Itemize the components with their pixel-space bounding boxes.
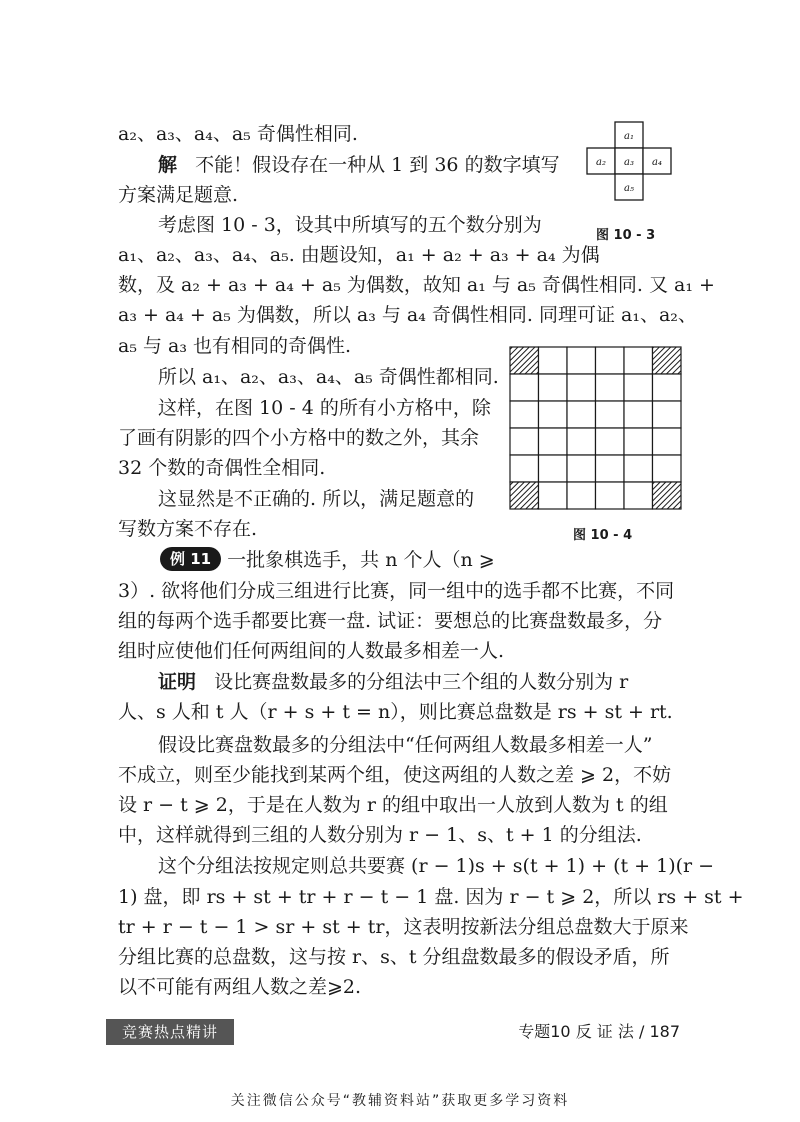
grid-cell [653,455,682,482]
text-line: a₂、a₃、a₄、a₅ 奇偶性相同. [118,123,358,145]
text-line: 不成立，则至少能找到某两个组，使这两组的人数之差 ⩾ 2，不妨 [118,764,672,786]
fig3-cell-label: a₁ [624,131,634,142]
grid-cell [567,455,596,482]
text-line: tr + r − t − 1 > sr + st + tr，这表明按新法分组总盘数大于原来 [118,916,689,938]
text-line: 3）. 欲将他们分成三组进行比赛，同一组中的选手都不比赛，不同 [118,580,675,602]
fig3-cell-label: a₃ [624,157,634,168]
text-line: a₅ 与 a₃ 也有相同的奇偶性. [118,335,352,357]
grid-cell [624,401,653,428]
text-line: 假设比赛盘数最多的分组法中“任何两组人数最多相差一人” [158,734,653,756]
text-line: 组时应使他们任何两组间的人数最多相差一人. [118,640,505,662]
bottom-watermark-note: 关注微信公众号“教辅资料站”获取更多学习资料 [230,1093,570,1109]
grid-cell [510,455,539,482]
grid-cell [510,428,539,455]
fig3-cell-label: a₄ [652,157,662,168]
grid-cell [624,428,653,455]
grid-cell [539,428,568,455]
grid-cell [539,347,568,374]
grid-cell [567,482,596,509]
text-line: 所以 a₁、a₂、a₃、a₄、a₅ 奇偶性都相同. [158,366,499,388]
grid-cell [567,347,596,374]
grid-cell [653,374,682,401]
text-line [158,150,560,180]
grid-cell [624,374,653,401]
grid-cell [653,401,682,428]
grid-cell [596,401,625,428]
text-line: 分组比赛的总盘数，这与按 r、s、t 分组盘数最多的假设矛盾，所 [118,946,670,968]
grid-cell [539,374,568,401]
figure-10-4-caption: 图 10 - 4 [573,528,633,543]
grid-cell [596,347,625,374]
grid-cell [596,374,625,401]
text-line: 设 r − t ⩾ 2，于是在人数为 r 的组中取出一人放到人数为 t 的组 [118,794,668,816]
grid-cell [510,401,539,428]
text-line: 这个分组法按规定则总共要赛 (r − 1)s + s(t + 1) + (t + 1)(r − [158,855,715,877]
text-line: 以不可能有两组人数之差⩾2. [118,976,362,998]
text-span: 设比赛盘数最多的分组法中三个组的人数分别为 r [214,671,629,693]
text-line: 组的每两个选手都要比赛一盘. 试证：要想总的比赛盘数最多，分 [118,610,663,632]
grid-cell [567,374,596,401]
text-line: 32 个数的奇偶性全相同. [118,457,326,479]
grid-cell [539,455,568,482]
grid-cell-shaded [510,347,539,374]
text-span: 不能！假设存在一种从 1 到 36 的数字填写 [195,154,560,176]
grid-cell [567,428,596,455]
text-line: 1) 盘，即 rs + st + tr + r − t − 1 盘. 因为 r − t ⩾ 2，所以 rs + st + [118,886,744,908]
text-line: 考虑图 10 - 3，设其中所填写的五个数分别为 [158,214,542,236]
text-line: 人、s 人和 t 人（r + s + t = n），则比赛总盘数是 rs + st + rt. [118,701,673,723]
grid-cell [624,455,653,482]
figure-10-4 [508,345,684,513]
example-badge: 例 11 [160,547,221,571]
text-line: a₃ + a₄ + a₅ 为偶数，所以 a₃ 与 a₄ 奇偶性相同. 同理可证 a₁、a₂、 [118,304,697,326]
text-line: 写数方案不存在. [118,518,258,540]
text-line: 这显然是不正确的. 所以，满足题意的 [158,488,475,510]
text-span: 一批象棋选手，共 n 个人（n ⩾ [227,549,495,571]
grid-cell [624,347,653,374]
footer-series-tag: 竞赛热点精讲 [106,1019,234,1045]
grid-cell-shaded [510,482,539,509]
grid-cell [624,482,653,509]
chapter-title: 专题10 反 证 法 / [518,1022,645,1041]
grid-cell [596,455,625,482]
fig3-cell-label: a₂ [596,157,606,168]
figure-10-3-caption: 图 10 - 3 [596,228,656,243]
text-line [160,545,495,575]
grid-cell-shaded [653,347,682,374]
page-number: 187 [649,1022,680,1041]
grid-cell [539,401,568,428]
text-line: 了画有阴影的四个小方格中的数之外，其余 [118,427,480,449]
grid-cell [567,401,596,428]
grid-cell [653,428,682,455]
grid-cell [596,428,625,455]
grid-cell [510,374,539,401]
fig3-cell-label: a₅ [624,183,634,194]
text-line: a₁、a₂、a₃、a₄、a₅. 由题设知，a₁ + a₂ + a₃ + a₄ 为偶 [118,244,600,266]
proof-label: 证明 [158,671,197,693]
figure-10-3 [585,120,675,202]
text-line [158,667,628,697]
grid-cell [539,482,568,509]
grid-cell-shaded [653,482,682,509]
text-line: 数，及 a₂ + a₃ + a₄ + a₅ 为偶数，故知 a₁ 与 a₅ 奇偶性相同. 又 a₁ + [118,274,715,296]
solution-label: 解 [158,154,178,176]
text-line: 方案满足题意. [118,184,239,206]
text-line: 中，这样就得到三组的人数分别为 r − 1、s、t + 1 的分组法. [118,824,642,846]
footer-chapter-info [518,1020,680,1044]
grid-cell [596,482,625,509]
text-line: 这样，在图 10 - 4 的所有小方格中，除 [158,397,491,419]
